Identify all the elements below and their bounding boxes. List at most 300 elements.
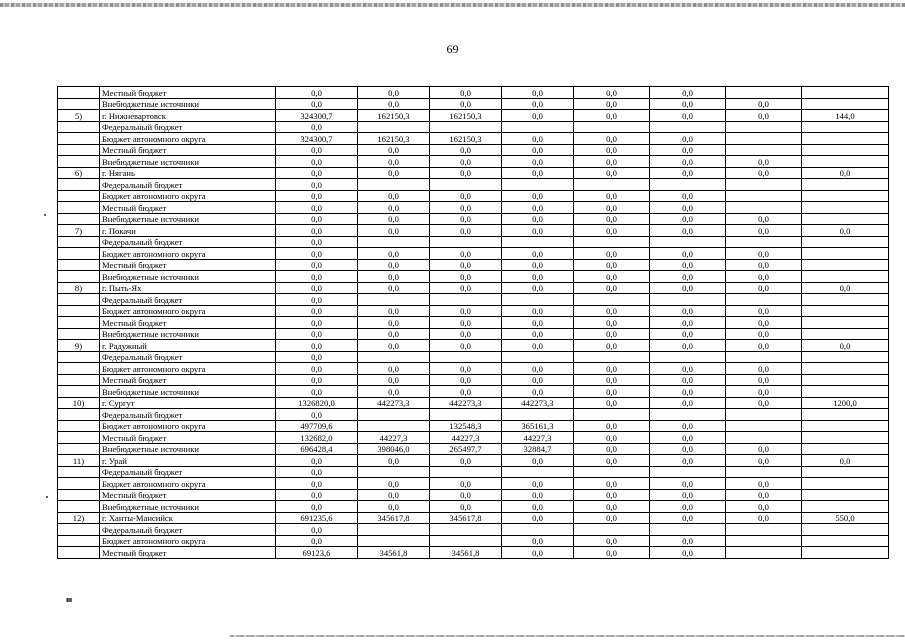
value-cell: 0,0 bbox=[276, 190, 358, 202]
value-cell bbox=[574, 294, 650, 306]
value-cell bbox=[802, 501, 889, 513]
value-cell bbox=[650, 294, 726, 306]
row-label: Бюджет автономного округа bbox=[100, 478, 276, 490]
value-cell: 0,0 bbox=[726, 455, 802, 467]
value-cell: 0,0 bbox=[502, 317, 574, 329]
row-index bbox=[58, 144, 100, 156]
value-cell: 0,0 bbox=[502, 144, 574, 156]
value-cell bbox=[358, 351, 430, 363]
value-cell bbox=[802, 443, 889, 455]
value-cell: 0,0 bbox=[574, 535, 650, 547]
value-cell bbox=[802, 524, 889, 536]
value-cell bbox=[802, 363, 889, 375]
table-row bbox=[58, 455, 889, 467]
value-cell: 324300,7 bbox=[276, 110, 358, 122]
row-index bbox=[58, 524, 100, 536]
row-label: г. Пыть-Ях bbox=[100, 282, 276, 294]
row-label: г. Покачи bbox=[100, 225, 276, 237]
row-index bbox=[58, 121, 100, 133]
value-cell: 0,0 bbox=[430, 98, 502, 110]
value-cell: 0,0 bbox=[430, 489, 502, 501]
value-cell: 0,0 bbox=[650, 374, 726, 386]
value-cell: 0,0 bbox=[276, 455, 358, 467]
value-cell bbox=[802, 317, 889, 329]
value-cell: 0,0 bbox=[574, 363, 650, 375]
value-cell: 0,0 bbox=[276, 259, 358, 271]
page-number: 69 bbox=[446, 42, 459, 56]
value-cell: 0,0 bbox=[430, 248, 502, 260]
value-cell bbox=[650, 121, 726, 133]
value-cell: 0,0 bbox=[650, 512, 726, 524]
row-label: Федеральный бюджет bbox=[100, 294, 276, 306]
value-cell: 0,0 bbox=[276, 98, 358, 110]
row-index bbox=[58, 87, 100, 99]
value-cell: 0,0 bbox=[650, 202, 726, 214]
value-cell: 550,0 bbox=[802, 512, 889, 524]
value-cell bbox=[358, 466, 430, 478]
value-cell: 0,0 bbox=[650, 328, 726, 340]
value-cell: 44227,3 bbox=[430, 432, 502, 444]
value-cell: 0,0 bbox=[726, 478, 802, 490]
value-cell: 32884,7 bbox=[502, 443, 574, 455]
value-cell bbox=[650, 351, 726, 363]
value-cell: 0,0 bbox=[574, 144, 650, 156]
row-index bbox=[58, 317, 100, 329]
table-row bbox=[58, 466, 889, 478]
value-cell: 0,0 bbox=[430, 374, 502, 386]
value-cell: 696428,4 bbox=[276, 443, 358, 455]
row-index bbox=[58, 236, 100, 248]
row-index bbox=[58, 363, 100, 375]
table-row bbox=[58, 305, 889, 317]
value-cell: 398046,0 bbox=[358, 443, 430, 455]
value-cell: 34561,8 bbox=[358, 547, 430, 559]
table-row bbox=[58, 397, 889, 409]
value-cell: 0,0 bbox=[502, 363, 574, 375]
row-index: 8) bbox=[58, 282, 100, 294]
value-cell bbox=[726, 294, 802, 306]
value-cell: 0,0 bbox=[650, 110, 726, 122]
scan-edge-bottom bbox=[230, 635, 905, 637]
row-label: Федеральный бюджет bbox=[100, 466, 276, 478]
scan-speck bbox=[46, 496, 48, 498]
value-cell bbox=[430, 351, 502, 363]
table-row bbox=[58, 213, 889, 225]
row-label: Бюджет автономного округа bbox=[100, 305, 276, 317]
value-cell bbox=[574, 179, 650, 191]
value-cell: 0,0 bbox=[574, 432, 650, 444]
value-cell: 0,0 bbox=[502, 478, 574, 490]
value-cell: 0,0 bbox=[502, 225, 574, 237]
table-row bbox=[58, 547, 889, 559]
row-index bbox=[58, 190, 100, 202]
row-index: 12) bbox=[58, 512, 100, 524]
value-cell: 0,0 bbox=[502, 501, 574, 513]
value-cell bbox=[650, 524, 726, 536]
value-cell bbox=[726, 432, 802, 444]
row-label: Внебюджетные источники bbox=[100, 386, 276, 398]
table-row bbox=[58, 87, 889, 99]
value-cell: 0,0 bbox=[502, 374, 574, 386]
value-cell: 0,0 bbox=[574, 386, 650, 398]
value-cell: 162150,3 bbox=[358, 133, 430, 145]
value-cell: 0,0 bbox=[650, 489, 726, 501]
value-cell: 0,0 bbox=[650, 317, 726, 329]
row-index bbox=[58, 294, 100, 306]
value-cell: 0,0 bbox=[726, 443, 802, 455]
value-cell bbox=[502, 351, 574, 363]
value-cell: 0,0 bbox=[650, 386, 726, 398]
value-cell: 0,0 bbox=[358, 98, 430, 110]
row-index bbox=[58, 489, 100, 501]
value-cell bbox=[802, 294, 889, 306]
value-cell: 0,0 bbox=[358, 190, 430, 202]
value-cell: 0,0 bbox=[726, 386, 802, 398]
value-cell: 0,0 bbox=[276, 478, 358, 490]
row-index bbox=[58, 133, 100, 145]
row-label: Федеральный бюджет bbox=[100, 236, 276, 248]
value-cell: 0,0 bbox=[502, 305, 574, 317]
table-row bbox=[58, 225, 889, 237]
value-cell bbox=[650, 236, 726, 248]
value-cell bbox=[502, 524, 574, 536]
row-label: Местный бюджет bbox=[100, 202, 276, 214]
value-cell bbox=[726, 144, 802, 156]
value-cell: 0,0 bbox=[276, 374, 358, 386]
value-cell: 0,0 bbox=[502, 259, 574, 271]
value-cell bbox=[802, 133, 889, 145]
value-cell: 0,0 bbox=[430, 386, 502, 398]
value-cell: 0,0 bbox=[430, 144, 502, 156]
value-cell bbox=[502, 121, 574, 133]
row-label: Бюджет автономного округа bbox=[100, 535, 276, 547]
value-cell: 0,0 bbox=[574, 317, 650, 329]
value-cell: 0,0 bbox=[574, 110, 650, 122]
value-cell: 0,0 bbox=[276, 466, 358, 478]
value-cell: 0,0 bbox=[502, 202, 574, 214]
value-cell: 34561,8 bbox=[430, 547, 502, 559]
value-cell: 0,0 bbox=[276, 328, 358, 340]
value-cell bbox=[802, 121, 889, 133]
value-cell bbox=[726, 133, 802, 145]
value-cell: 0,0 bbox=[574, 420, 650, 432]
value-cell: 0,0 bbox=[502, 133, 574, 145]
value-cell: 0,0 bbox=[430, 282, 502, 294]
table-row bbox=[58, 363, 889, 375]
value-cell bbox=[802, 156, 889, 168]
value-cell bbox=[430, 121, 502, 133]
row-label: г. Ханты-Мансийск bbox=[100, 512, 276, 524]
value-cell bbox=[802, 144, 889, 156]
value-cell: 0,0 bbox=[574, 156, 650, 168]
value-cell: 0,0 bbox=[358, 478, 430, 490]
table-row bbox=[58, 202, 889, 214]
value-cell: 0,0 bbox=[650, 397, 726, 409]
row-label: Местный бюджет bbox=[100, 374, 276, 386]
value-cell bbox=[726, 524, 802, 536]
value-cell bbox=[502, 466, 574, 478]
value-cell bbox=[574, 409, 650, 421]
value-cell bbox=[430, 524, 502, 536]
value-cell: 0,0 bbox=[502, 340, 574, 352]
table-row bbox=[58, 144, 889, 156]
value-cell: 0,0 bbox=[802, 167, 889, 179]
value-cell: 0,0 bbox=[276, 87, 358, 99]
value-cell bbox=[802, 386, 889, 398]
table-row bbox=[58, 386, 889, 398]
row-label: Внебюджетные источники bbox=[100, 501, 276, 513]
value-cell: 0,0 bbox=[574, 340, 650, 352]
row-index: 11) bbox=[58, 455, 100, 467]
value-cell bbox=[726, 409, 802, 421]
value-cell bbox=[574, 524, 650, 536]
value-cell: 0,0 bbox=[726, 317, 802, 329]
value-cell: 0,0 bbox=[502, 248, 574, 260]
value-cell: 0,0 bbox=[650, 501, 726, 513]
value-cell: 0,0 bbox=[502, 156, 574, 168]
value-cell: 691235,6 bbox=[276, 512, 358, 524]
value-cell: 0,0 bbox=[276, 294, 358, 306]
row-label: г. Радужный bbox=[100, 340, 276, 352]
value-cell: 0,0 bbox=[358, 167, 430, 179]
value-cell: 0,0 bbox=[650, 420, 726, 432]
value-cell: 265497,7 bbox=[430, 443, 502, 455]
value-cell bbox=[802, 478, 889, 490]
value-cell: 0,0 bbox=[726, 340, 802, 352]
value-cell bbox=[574, 121, 650, 133]
value-cell: 0,0 bbox=[502, 512, 574, 524]
value-cell: 497709,6 bbox=[276, 420, 358, 432]
value-cell bbox=[358, 409, 430, 421]
row-index: 5) bbox=[58, 110, 100, 122]
value-cell: 132682,0 bbox=[276, 432, 358, 444]
value-cell bbox=[802, 305, 889, 317]
value-cell: 0,0 bbox=[802, 340, 889, 352]
value-cell: 0,0 bbox=[726, 167, 802, 179]
value-cell: 0,0 bbox=[276, 340, 358, 352]
value-cell: 0,0 bbox=[276, 167, 358, 179]
value-cell: 0,0 bbox=[276, 363, 358, 375]
value-cell: 0,0 bbox=[650, 432, 726, 444]
value-cell: 0,0 bbox=[574, 87, 650, 99]
value-cell bbox=[502, 179, 574, 191]
value-cell: 0,0 bbox=[358, 282, 430, 294]
table-row bbox=[58, 98, 889, 110]
value-cell: 69123,6 bbox=[276, 547, 358, 559]
value-cell bbox=[726, 547, 802, 559]
value-cell: 0,0 bbox=[358, 317, 430, 329]
value-cell: 0,0 bbox=[574, 397, 650, 409]
value-cell: 162150,3 bbox=[358, 110, 430, 122]
row-index: 9) bbox=[58, 340, 100, 352]
table-row bbox=[58, 512, 889, 524]
value-cell bbox=[574, 351, 650, 363]
value-cell: 0,0 bbox=[430, 340, 502, 352]
value-cell bbox=[802, 374, 889, 386]
value-cell: 0,0 bbox=[430, 328, 502, 340]
value-cell: 0,0 bbox=[650, 478, 726, 490]
value-cell: 0,0 bbox=[650, 443, 726, 455]
value-cell: 0,0 bbox=[574, 489, 650, 501]
row-label: Внебюджетные источники bbox=[100, 156, 276, 168]
value-cell: 0,0 bbox=[574, 328, 650, 340]
value-cell: 0,0 bbox=[358, 271, 430, 283]
row-label: Бюджет автономного округа bbox=[100, 363, 276, 375]
value-cell: 0,0 bbox=[502, 282, 574, 294]
value-cell: 0,0 bbox=[726, 328, 802, 340]
value-cell bbox=[802, 432, 889, 444]
value-cell: 0,0 bbox=[726, 271, 802, 283]
value-cell: 44227,3 bbox=[502, 432, 574, 444]
value-cell: 0,0 bbox=[358, 328, 430, 340]
value-cell bbox=[502, 294, 574, 306]
row-label: Внебюджетные источники bbox=[100, 328, 276, 340]
value-cell: 0,0 bbox=[430, 478, 502, 490]
value-cell: 0,0 bbox=[802, 225, 889, 237]
value-cell: 0,0 bbox=[358, 144, 430, 156]
value-cell bbox=[726, 179, 802, 191]
value-cell: 0,0 bbox=[726, 397, 802, 409]
value-cell bbox=[430, 466, 502, 478]
row-label: Местный бюджет bbox=[100, 259, 276, 271]
value-cell: 0,0 bbox=[574, 248, 650, 260]
value-cell: 0,0 bbox=[574, 478, 650, 490]
row-label: г. Нягань bbox=[100, 167, 276, 179]
table-row bbox=[58, 121, 889, 133]
row-index: 6) bbox=[58, 167, 100, 179]
value-cell bbox=[726, 535, 802, 547]
value-cell: 0,0 bbox=[358, 213, 430, 225]
value-cell: 0,0 bbox=[726, 512, 802, 524]
row-index bbox=[58, 443, 100, 455]
value-cell: 0,0 bbox=[358, 202, 430, 214]
value-cell: 0,0 bbox=[574, 374, 650, 386]
table-row bbox=[58, 351, 889, 363]
corner-mark: ııı bbox=[66, 596, 72, 604]
value-cell: 0,0 bbox=[650, 455, 726, 467]
value-cell: 0,0 bbox=[276, 351, 358, 363]
value-cell: 0,0 bbox=[726, 374, 802, 386]
row-label: Бюджет автономного округа bbox=[100, 248, 276, 260]
table-row bbox=[58, 501, 889, 513]
value-cell: 0,0 bbox=[726, 110, 802, 122]
value-cell bbox=[802, 466, 889, 478]
value-cell: 0,0 bbox=[650, 363, 726, 375]
table-row bbox=[58, 374, 889, 386]
value-cell: 0,0 bbox=[358, 501, 430, 513]
value-cell: 0,0 bbox=[574, 213, 650, 225]
budget-table-body bbox=[58, 87, 889, 559]
table-row bbox=[58, 110, 889, 122]
value-cell: 0,0 bbox=[430, 190, 502, 202]
value-cell: 0,0 bbox=[276, 156, 358, 168]
value-cell: 132548,3 bbox=[430, 420, 502, 432]
row-index: 7) bbox=[58, 225, 100, 237]
value-cell: 0,0 bbox=[726, 248, 802, 260]
value-cell: 0,0 bbox=[358, 248, 430, 260]
table-row bbox=[58, 317, 889, 329]
value-cell bbox=[430, 294, 502, 306]
value-cell: 0,0 bbox=[650, 156, 726, 168]
value-cell: 0,0 bbox=[574, 305, 650, 317]
table-row bbox=[58, 190, 889, 202]
value-cell: 0,0 bbox=[726, 259, 802, 271]
value-cell: 0,0 bbox=[574, 202, 650, 214]
value-cell bbox=[358, 179, 430, 191]
value-cell bbox=[650, 409, 726, 421]
table-row bbox=[58, 478, 889, 490]
value-cell: 0,0 bbox=[650, 271, 726, 283]
value-cell: 0,0 bbox=[276, 489, 358, 501]
table-row bbox=[58, 167, 889, 179]
row-index: 10) bbox=[58, 397, 100, 409]
value-cell: 162150,3 bbox=[430, 110, 502, 122]
row-index bbox=[58, 547, 100, 559]
table-row bbox=[58, 420, 889, 432]
value-cell: 0,0 bbox=[276, 213, 358, 225]
scan-edge-top bbox=[0, 3, 905, 7]
row-label: Местный бюджет bbox=[100, 87, 276, 99]
value-cell: 162150,3 bbox=[430, 133, 502, 145]
value-cell bbox=[358, 294, 430, 306]
value-cell: 0,0 bbox=[430, 225, 502, 237]
value-cell: 0,0 bbox=[276, 535, 358, 547]
value-cell: 0,0 bbox=[358, 489, 430, 501]
row-index bbox=[58, 386, 100, 398]
value-cell bbox=[726, 351, 802, 363]
value-cell: 0,0 bbox=[574, 501, 650, 513]
value-cell bbox=[502, 236, 574, 248]
value-cell: 0,0 bbox=[430, 455, 502, 467]
budget-table bbox=[57, 86, 889, 559]
value-cell: 0,0 bbox=[276, 202, 358, 214]
value-cell: 0,0 bbox=[276, 271, 358, 283]
row-label: г. Нижневартовск bbox=[100, 110, 276, 122]
value-cell bbox=[430, 409, 502, 421]
value-cell: 442273,3 bbox=[502, 397, 574, 409]
table-row bbox=[58, 248, 889, 260]
value-cell: 0,0 bbox=[650, 144, 726, 156]
row-index bbox=[58, 271, 100, 283]
row-index bbox=[58, 420, 100, 432]
value-cell: 442273,3 bbox=[358, 397, 430, 409]
row-label: Внебюджетные источники bbox=[100, 213, 276, 225]
value-cell bbox=[726, 121, 802, 133]
value-cell: 0,0 bbox=[802, 282, 889, 294]
value-cell: 0,0 bbox=[430, 156, 502, 168]
value-cell: 44227,3 bbox=[358, 432, 430, 444]
value-cell: 0,0 bbox=[276, 121, 358, 133]
value-cell: 0,0 bbox=[430, 87, 502, 99]
value-cell bbox=[358, 524, 430, 536]
value-cell bbox=[802, 271, 889, 283]
table-row bbox=[58, 259, 889, 271]
value-cell bbox=[650, 179, 726, 191]
value-cell: 0,0 bbox=[502, 547, 574, 559]
value-cell: 0,0 bbox=[650, 282, 726, 294]
value-cell bbox=[502, 409, 574, 421]
row-label: Федеральный бюджет bbox=[100, 409, 276, 421]
value-cell: 1200,0 bbox=[802, 397, 889, 409]
scan-speck bbox=[44, 214, 46, 216]
table-row bbox=[58, 432, 889, 444]
value-cell: 0,0 bbox=[430, 259, 502, 271]
value-cell: 0,0 bbox=[276, 248, 358, 260]
value-cell bbox=[802, 213, 889, 225]
value-cell: 0,0 bbox=[430, 271, 502, 283]
value-cell: 0,0 bbox=[276, 282, 358, 294]
row-label: Федеральный бюджет bbox=[100, 524, 276, 536]
